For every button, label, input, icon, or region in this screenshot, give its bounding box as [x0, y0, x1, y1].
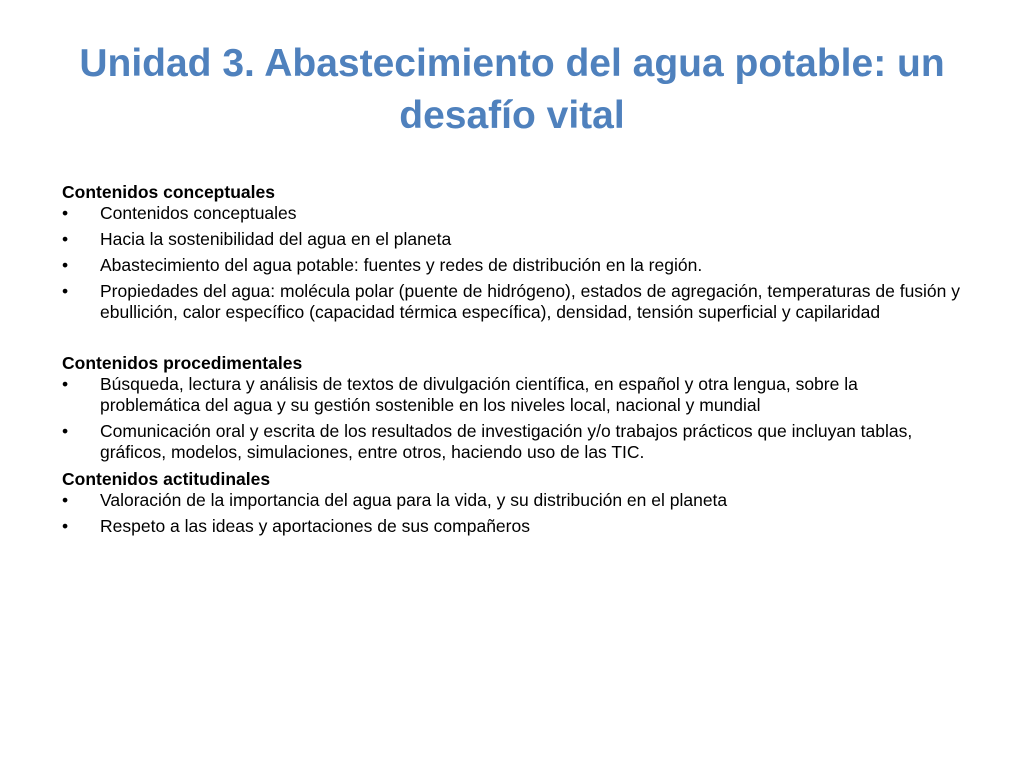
list-item [62, 421, 962, 463]
bullet-icon: • [62, 421, 69, 441]
bullet-icon: • [62, 255, 69, 275]
list-item-text: Propiedades del agua: molécula polar (puente de hidrógeno), estados de agregación, temperaturas de fusión y ebullición, calor específico (capacidad térmica específica), densidad, tensión superficial y capilaridad [100, 281, 961, 322]
bullet-icon: • [62, 374, 69, 394]
bullet-list [62, 374, 962, 463]
list-item-text: Hacia la sostenibilidad del agua en el planeta [100, 229, 452, 249]
section-heading: Contenidos conceptuales [62, 182, 275, 202]
list-item-text: Contenidos conceptuales [100, 203, 297, 223]
section-procedural [62, 352, 962, 463]
bullet-list [62, 490, 962, 537]
bullet-icon: • [62, 203, 69, 223]
section-spacer [62, 328, 962, 352]
list-item [62, 516, 962, 537]
list-item [62, 255, 962, 276]
bullet-icon: • [62, 516, 69, 536]
list-item [62, 229, 962, 250]
slide-body [62, 181, 962, 542]
list-item [62, 374, 962, 416]
list-item-text: Respeto a las ideas y aportaciones de sus compañeros [100, 516, 530, 536]
list-item [62, 490, 962, 511]
bullet-icon: • [62, 281, 69, 301]
section-heading: Contenidos actitudinales [62, 469, 271, 489]
list-item-text: Abastecimiento del agua potable: fuentes y redes de distribución en la región. [100, 255, 703, 275]
list-item-text: Valoración de la importancia del agua para la vida, y su distribución en el planeta [100, 490, 728, 510]
list-item [62, 203, 962, 224]
list-item [62, 281, 962, 323]
section-heading: Contenidos procedimentales [62, 353, 303, 373]
section-conceptual [62, 181, 962, 323]
list-item-text: Búsqueda, lectura y análisis de textos de divulgación científica, en español y otra lengua, sobre la problemática del agua y su gestión sostenible en los niveles local, nacional y mundial [100, 374, 858, 415]
section-attitudinal [62, 468, 962, 537]
bullet-list [62, 203, 962, 323]
slide-title: Unidad 3. Abastecimiento del agua potable: un desafío vital [79, 42, 945, 137]
bullet-icon: • [62, 229, 69, 249]
list-item-text: Comunicación oral y escrita de los resultados de investigación y/o trabajos prácticos que incluyan tablas, gráficos, modelos, simulaciones, entre otros, haciendo uso de las TIC. [100, 421, 913, 462]
bullet-icon: • [62, 490, 69, 510]
